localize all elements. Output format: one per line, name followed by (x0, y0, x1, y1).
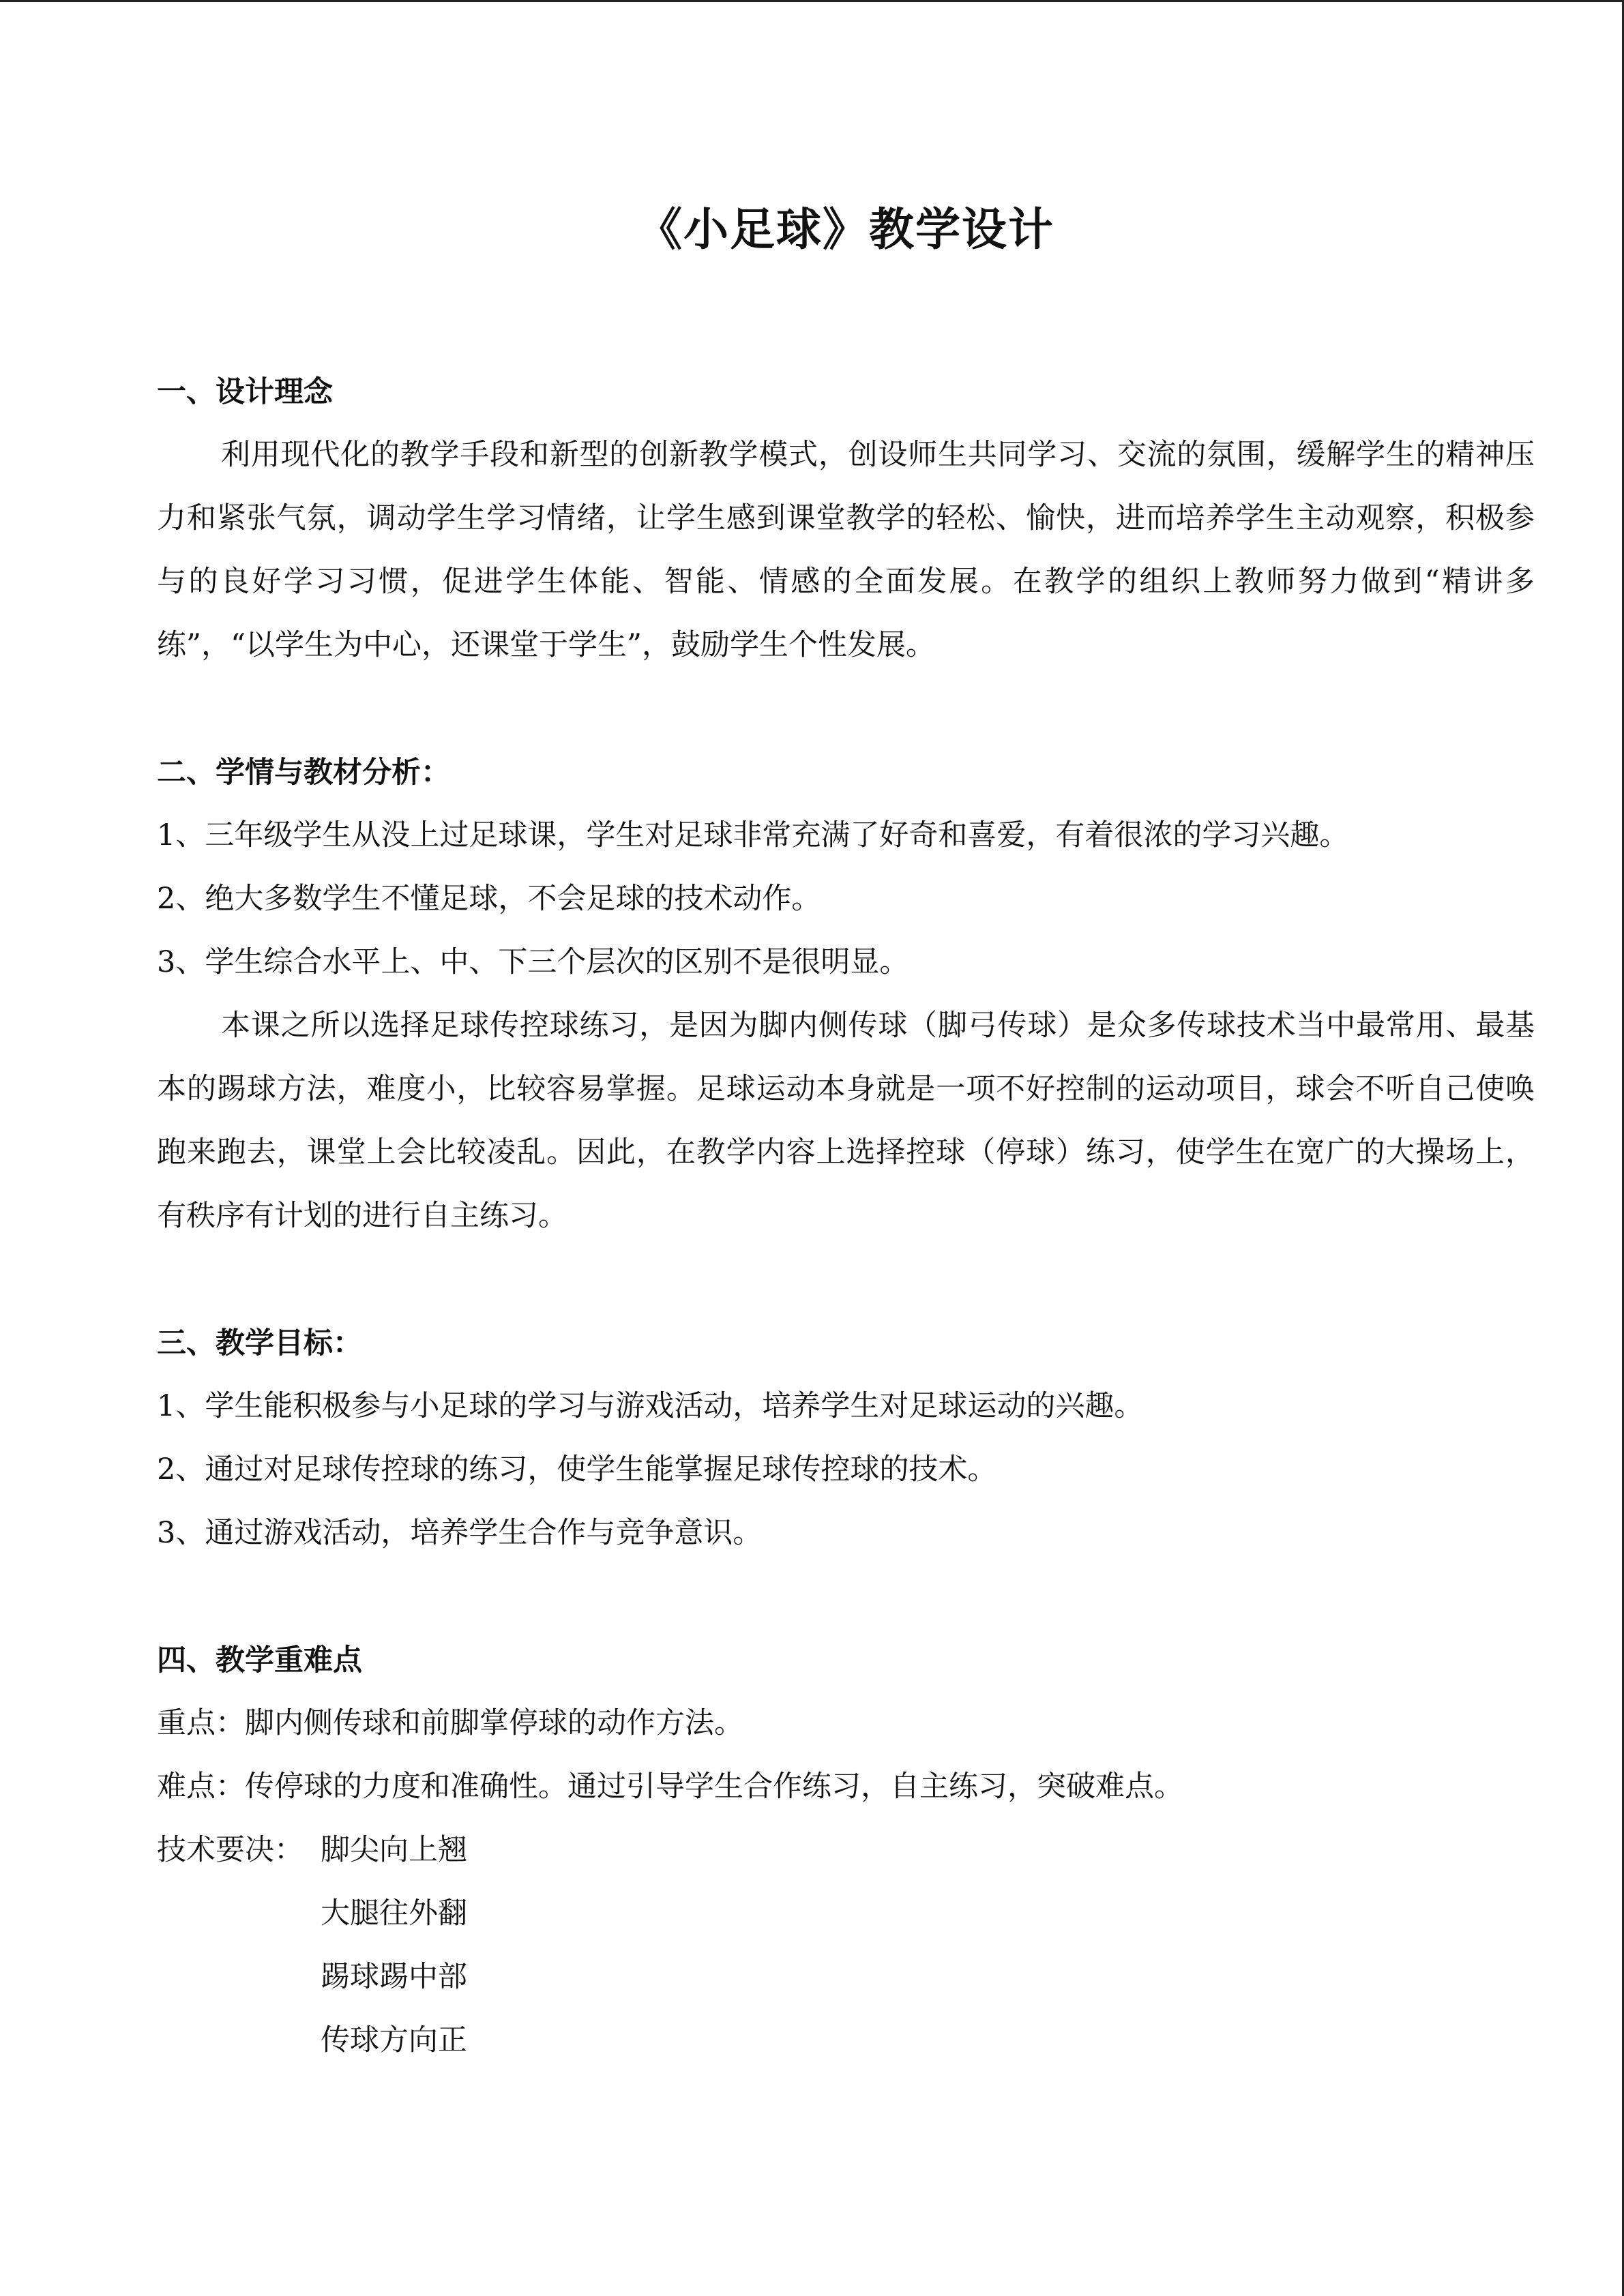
section-heading: 一、设计理念 (157, 375, 333, 409)
list-item: 2、通过对足球传控球的练习，使学生能掌握足球传控球的技术。 (157, 1452, 997, 1487)
list-item: 1、三年级学生从没上过足球课，学生对足球非常充满了好奇和喜爱，有着很浓的学习兴趣。 (157, 818, 1349, 852)
section-heading: 二、学情与教材分析： (157, 756, 450, 790)
technique-point: 脚尖向上翘 (321, 1833, 467, 1867)
section-analysis (157, 741, 1535, 1248)
paragraph: 利用现代化的教学手段和新型的创新教学模式，创设师生共同学习、交流的氛围，缓解学生的精神压力和紧张气氛，调动学生学习情绪，让学生感到课堂教学的轻松、愉快，进而培养学生主动观察，积极参与的良好学习习惯，促进学生体能、智能、情感的全面发展。在教学的组织上教师努力做到“精讲多练”，“以学生为中心，还课堂于学生”，鼓励学生个性发展。 (157, 438, 1535, 662)
section-heading: 四、教学重难点 (157, 1643, 362, 1678)
list-item: 重点：脚内侧传球和前脚掌停球的动作方法。 (157, 1706, 743, 1740)
section-heading: 三、教学目标： (157, 1326, 362, 1360)
list-item: 难点：传停球的力度和准确性。通过引导学生合作练习，自主练习，突破难点。 (157, 1770, 1183, 1804)
technique-points (321, 1819, 467, 2072)
section-design-concept (157, 361, 1535, 677)
technique-point: 踢球踢中部 (321, 1960, 467, 1994)
document-title: 《小足球》教学设计 (637, 203, 1054, 256)
section-teaching-goals (157, 1312, 1535, 1565)
list-item: 3、通过游戏活动，培养学生合作与竞争意识。 (157, 1516, 763, 1550)
paragraph: 本课之所以选择足球传控球练习，是因为脚内侧传球（脚弓传球）是众多传球技术当中最常用、最基本的踢球方法，难度小，比较容易掌握。足球运动本身就是一项不好控制的运动项目，球会不听自己使唤跑来跑去，课堂上会比较凌乱。因此，在教学内容上选择控球（停球）练习，使学生在宽广的大操场上，有秩序有计划的进行自主练习。 (157, 1009, 1535, 1233)
document-content (157, 203, 1535, 2136)
technique-block (157, 1819, 1535, 2072)
list-item: 3、学生综合水平上、中、下三个层次的区别不是很明显。 (157, 945, 909, 979)
technique-point: 传球方向正 (321, 2023, 467, 2057)
list-item: 2、绝大多数学生不懂足球，不会足球的技术动作。 (157, 882, 821, 916)
section-key-difficulties (157, 1629, 1535, 2072)
list-item: 1、学生能积极参与小足球的学习与游戏活动，培养学生对足球运动的兴趣。 (157, 1389, 1144, 1423)
technique-point: 大腿往外翻 (321, 1896, 467, 1930)
technique-label: 技术要决： (157, 1833, 304, 1867)
